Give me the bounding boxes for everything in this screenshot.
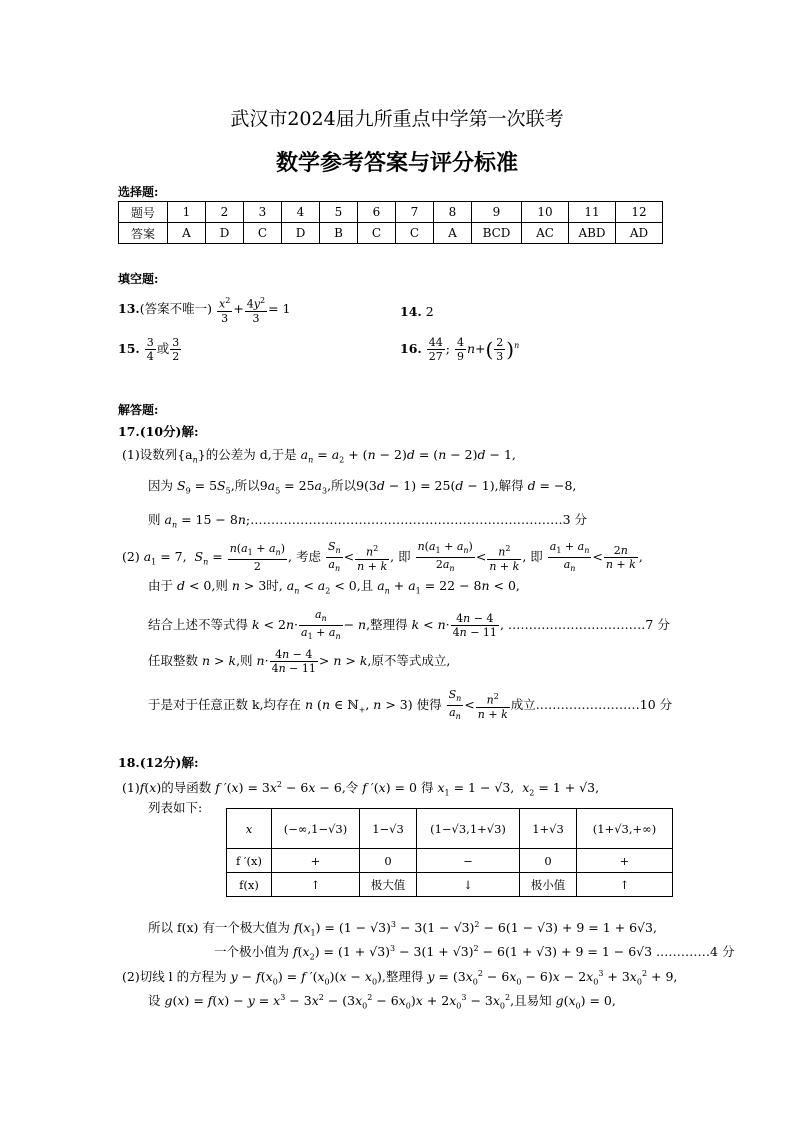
q17-line4: (2) $a_1 = 7$, $S_n$ = $\frac{n(a_1 + a_n)}{2}$ , 考虑 $\frac{S_n}{a_n}$ < $\frac{n^2}{n + k}$ , 即 $\frac{n(a_1 + a_n)}{2a_n}$ < $\frac{n^2}{n + k}$ , 即 $\frac{a_1 + a_n}{a_n}$ < $\frac{2n}{n + k}$ , [122,540,643,574]
q14-answer [400,304,434,320]
answer-table-label: 答案 [119,223,168,244]
q17-heading: 17.(10分)解: [118,424,199,439]
fraction: $\frac{S_n}{a_n}$ [448,688,462,722]
q17-line8: 于是对于任意正数 k,均存在 n (n ∈ ℕ$_+$, n > 3) 使得 $\frac{S_n}{a_n}$ < $\frac{n^2}{n + k}$ 成立.……………………10 分 [148,688,673,722]
fraction: $\frac{3}{4}$ [146,336,154,363]
choice-heading: 选择题: [118,185,159,199]
answer-table-answer-row [119,223,663,244]
text: ,解得 [494,478,524,493]
variation-function-row [227,873,673,897]
text: 由于 [148,578,174,593]
answer-cell: AC [522,223,569,244]
variation-cell: ↑ [272,873,360,897]
answer-cell: A [168,223,206,244]
variation-cell: (1+√3,+∞) [577,809,673,849]
text: 的导函数 [161,780,212,796]
answer-cell: C [396,223,434,244]
variation-cell: (1−√3,1+√3) [417,809,520,849]
fraction: $\frac{n(a_1 + a_n)}{2a_n}$ [417,540,473,574]
text: ,且 [356,578,374,593]
variation-cell: x [227,809,272,849]
q18-line2: (2)切线 l 的方程为 $y - f(x_0) = f$ $'(x_0)(x - x_0)$,整理得 $y = (3x_0^2 - 6x_0 - 6)x - 2x_0^3 + 3x_0^2 + 9$, [122,969,678,987]
variation-table [226,808,673,897]
q15-label: 15. [118,341,140,356]
text: 因为 [148,478,174,493]
q17-line7: 任取整数 n > k,则 n· $\frac{4n - 4}{4n - 11}$ > n > k,原不等式成立, [148,648,451,675]
q18-min-line: 一个极小值为 $f(x_2) = (1 + √3)^3 - 3(1 + √3)^2 - 6(1 + √3) + 9 = 1 - 6√3$ .…………4 分 [214,944,735,962]
answer-number: 2 [206,202,244,223]
text: 则 [148,512,161,527]
fill-heading: 填空题: [118,272,159,286]
text: ,则 [211,578,228,593]
variation-header-row [227,809,673,849]
q16-sep: ; [445,341,450,356]
fraction: $\frac{a_1 + a_n}{a_n}$ [549,540,590,574]
text: ,则 [236,653,253,668]
answer-cell: C [358,223,396,244]
variation-cell: − [417,849,520,873]
q13-note: (答案不唯一) [139,300,213,316]
q18-line3: 设 $g(x) = f(x) - y = x^3 - 3x^2 - (3x_0^2 - 6x_0)x + 2x_0^3 - 3x_0^2$,且易知 $g(x_0) = 0$, [148,993,616,1011]
variation-cell: f ′(x) [227,849,272,873]
q18-line1: (1)f(x)的导函数 f $'(x) = 3x^2 - 6x - 6$,令 f ′(x) = 0 得 $x_1 = 1 - √3$, $x_2 = 1 + √3$, [122,780,600,798]
variation-cell: + [272,849,360,873]
variation-cell: ↑ [577,873,673,897]
page-subtitle: 数学参考答案与评分标准 [275,150,518,176]
answer-number: 4 [282,202,320,223]
variation-derivative-row [227,849,673,873]
variation-cell: 0 [520,849,577,873]
fraction: $\frac{4y^2}{3}$ [246,296,266,325]
answer-number: 1 [168,202,206,223]
q18-heading: 18.(12分)解: [118,755,199,770]
answer-cell: C [244,223,282,244]
text: ,令 [341,780,359,796]
text: (1) [122,780,140,796]
variation-cell: 1−√3 [360,809,417,849]
text: ,整理得 [366,617,408,633]
fraction: $\frac{4n - 4}{4n - 11}$ [271,648,316,675]
q13-label: 13. [118,300,140,316]
q16-answer: 16. $\frac{44}{27}$ ; $\frac{4}{9}$ n+( $\frac{2}{3}$ )$^n$ [400,336,520,363]
fraction: $\frac{2}{3}$ [496,336,504,363]
q17-line6: 结合上述不等式得 k < 2n· $\frac{a_n}{a_1 + a_n}$ − n,整理得 k < n· $\frac{4n - 4}{4n - 11}$ , ……………………………7 分 [148,608,670,642]
fraction: $\frac{4n - 4}{4n - 11}$ [452,612,497,640]
text: 于是对于任意正数 k,均存在 [148,697,302,713]
answer-number: 6 [358,202,396,223]
answer-cell: BCD [472,223,522,244]
text: (2)切线 l 的方程为 [122,969,227,985]
q18-table-intro: 列表如下: [148,800,203,815]
q15-answer [118,336,182,363]
answer-cell: B [320,223,358,244]
score-mark: ……………………10 分 [539,697,673,713]
fraction: $\frac{n^2}{n + k}$ [477,692,508,722]
text: ,所以 [230,478,260,493]
q14-value: 2 [425,304,434,319]
answer-table [118,201,663,244]
text: ,且易知 [510,993,552,1009]
fraction: $\frac{n^2}{n + k}$ [357,544,388,574]
score-mark: ……………………………7 分 [507,617,670,633]
text: 结合上述不等式得 [148,617,249,633]
page-title: 武汉市2024届九所重点中学第一次联考 [230,108,564,130]
variation-cell: 1+√3 [520,809,577,849]
answer-table-label: 题号 [119,202,168,223]
fraction: $\frac{S_n}{a_n}$ [327,540,341,574]
variation-cell: 0 [360,849,417,873]
text: (1)设数列{a [122,447,193,462]
text: 任取整数 [148,653,199,668]
q17-line2: 因为 $S_9 = 5S_5$,所以$9a_5 = 25a_3$,所以9(3d − 1) = 25(d − 1),解得 d = −8, [148,478,577,496]
text: (2) [122,549,140,565]
q16-label: 16. [400,341,422,356]
text: ,所以 [327,478,357,493]
variation-cell: (−∞,1−√3) [272,809,360,849]
score-mark: …………4 分 [660,944,735,960]
answer-cell: A [434,223,472,244]
fraction: $\frac{2n}{n + k}$ [605,544,636,572]
answer-cell: ABD [569,223,616,244]
variation-cell: + [577,849,673,873]
score-mark: …………………………………………………………………3 分 [250,512,588,527]
answer-table-number-row [119,202,663,223]
fraction: $\frac{a_n}{a_1 + a_n}$ [301,608,341,642]
answer-number: 9 [472,202,522,223]
answer-number: 8 [434,202,472,223]
answer-number: 11 [569,202,616,223]
answer-number: 12 [616,202,663,223]
variation-cell: f(x) [227,873,272,897]
text: 使得 [416,697,442,713]
text: 成立. [510,697,540,713]
fraction: $\frac{3}{2}$ [172,336,180,363]
text: ,整理得 [381,969,424,985]
text: 得 [420,780,434,796]
q17-line3: 则 $a_n = 15$ − 8n;…………………………………………………………………3 分 [148,512,588,530]
text: 考虑 [295,549,321,565]
variation-cell: ↓ [417,873,520,897]
fraction: $\frac{x^2}{3}$ [219,296,231,325]
text: 即 [398,549,411,565]
answer-cell: AD [616,223,663,244]
q17-line5: 由于 d < 0,则 n > 3时, $a_n < a_2 < 0$,且 $a_n + a_1 = 22 - 8n < 0$, [148,578,520,596]
answer-cell: D [206,223,244,244]
text: 所以 f(x) 有一个极大值为 [148,920,290,936]
q14-label: 14. [400,304,422,319]
q18-max-line: 所以 f(x) 有一个极大值为 $f(x_1) = (1 - √3)^3 - 3(1 - √3)^2 - 6(1 - √3) + 9 = 1 + 6√3$, [148,920,657,938]
text: }的公差为 d,于是 [197,447,297,462]
text: 一个极小值为 [214,944,290,960]
text: 设 [148,993,161,1009]
fraction: $\frac{n(a_1 + a_n)}{2}$ [229,542,285,574]
text: 时, [266,578,283,593]
answer-number: 7 [396,202,434,223]
q15-or: 或 [156,341,170,356]
fraction: $\frac{n^2}{n + k}$ [489,544,520,574]
answer-cell: D [282,223,320,244]
variation-cell: 极小值 [520,873,577,897]
variation-cell: 极大值 [360,873,417,897]
text: ,原不等式成立, [367,653,451,668]
answer-number: 3 [244,202,282,223]
answer-number: 5 [320,202,358,223]
answer-number: 10 [522,202,569,223]
fraction: $\frac{4}{9}$ [456,336,464,363]
fraction: $\frac{44}{27}$ [428,336,443,363]
q13-answer: 13.(答案不唯一) $\frac{x^2}{3}$ + $\frac{4y^2}{3}$ = 1 [118,296,291,325]
text: 即 [530,549,543,565]
solve-heading: 解答题: [118,403,159,417]
q17-line1: (1)设数列$\{a_n\}$的公差为 d,于是 $a_n = a_2 + (n - 2)d = (n - 2)d - 1$, [122,447,516,465]
